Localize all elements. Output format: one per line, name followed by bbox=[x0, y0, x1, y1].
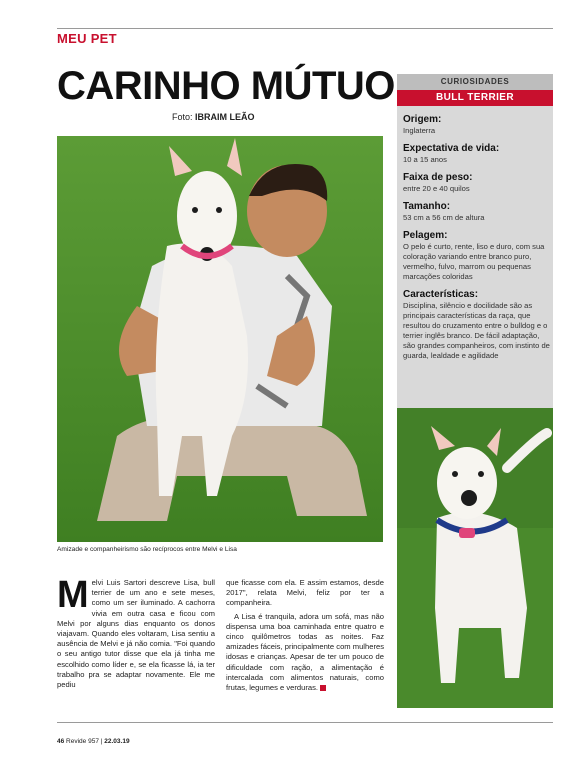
curiosities-sidebar bbox=[397, 74, 553, 408]
issue-date: 22.03.19 bbox=[104, 738, 130, 745]
page-number: 46 bbox=[57, 738, 65, 745]
fact-size bbox=[403, 201, 551, 223]
page-title: CARINHO MÚTUO bbox=[57, 64, 395, 108]
bottom-divider bbox=[57, 722, 553, 723]
fact-value: 10 a 15 anos bbox=[403, 155, 447, 164]
article-body bbox=[57, 574, 553, 718]
magazine-name: Revide 957 bbox=[66, 738, 99, 745]
fact-label: Tamanho: bbox=[403, 201, 451, 212]
main-photo-illustration bbox=[57, 136, 383, 542]
photo-credit bbox=[172, 112, 255, 122]
fact-value: entre 20 e 40 quilos bbox=[403, 184, 470, 193]
fact-label: Faixa de peso: bbox=[403, 172, 473, 183]
article-paragraph-text: A Lisa é tranquila, adora um sofá, mas não dispensa uma boa caminhada entre quatro e cinco quilômetros todas as noites. Faz amizades fáceis, principalmente com mulheres idosas e crianças. Apesar de ter um pouco de dificuldade com ração, a alimentação é intercalada com alimentos naturais, como frutas, legumes e verduras. bbox=[226, 611, 384, 693]
fact-origin bbox=[403, 114, 551, 136]
end-of-article-icon bbox=[320, 685, 326, 691]
fact-label: Expectativa de vida: bbox=[403, 143, 500, 154]
photo-caption: Amizade e companheirismo são recíprocos entre Melvi e Lisa bbox=[57, 546, 237, 553]
fact-coat bbox=[403, 230, 551, 282]
fact-value: 53 cm a 56 cm de altura bbox=[403, 213, 485, 222]
page-footer bbox=[57, 738, 130, 745]
article-paragraph: elvi Luis Sartori descreve Lisa, bull terrier de um ano e sete meses, como um ser iluminado. A cachorra vivia em outra casa e ficou com Melvi por alguns dias enquanto os donos viajavam. Quando eles voltaram, Lisa sentiu a ausência de Melvi e já não comia. "Foi quando o seu antigo tutor disse que ela já tinha me escolhido como líder e, se ela ficasse lá, ia ter trabalho pra se adaptar novamente. Ele me pediu bbox=[57, 578, 215, 690]
article-paragraph: que ficasse com ela. E assim estamos, desde 2017", relata Melvi, feliz por ter a companheira. bbox=[226, 578, 384, 608]
fact-value: Inglaterra bbox=[403, 126, 436, 135]
drop-cap: M bbox=[57, 574, 89, 616]
section-label: MEU PET bbox=[57, 31, 117, 46]
fact-weight-range bbox=[403, 172, 551, 194]
sidebar-title: BULL TERRIER bbox=[397, 90, 553, 106]
fact-value: Disciplina, silêncio e docilidade são as principais características da raça, que resultou do cruzamento entre o bulldog e o terrier inglês branco. De fácil adaptação, são grandes companheiros, com instinto de guarda, lealdade e agilidade bbox=[403, 301, 550, 360]
article-column-2 bbox=[226, 578, 384, 696]
footer-separator: | bbox=[100, 738, 103, 745]
facts-list bbox=[403, 114, 551, 368]
fact-value: O pelo é curto, rente, liso e duro, com sua coloração variando entre branco puro, vermelho, fulvo, marrom ou pequenas marcações coloridas bbox=[403, 242, 545, 281]
fact-life-expectancy bbox=[403, 143, 551, 165]
fact-label: Características: bbox=[403, 289, 479, 300]
fact-characteristics bbox=[403, 289, 551, 361]
article-column-1 bbox=[57, 574, 215, 690]
article-paragraph-final bbox=[226, 612, 384, 694]
fact-label: Origem: bbox=[403, 114, 442, 125]
sidebar-header: CURIOSIDADES bbox=[397, 74, 553, 90]
photo-credit-prefix: Foto: bbox=[172, 112, 193, 122]
photo-credit-name: IBRAIM LEÃO bbox=[195, 112, 255, 122]
top-divider bbox=[57, 28, 553, 29]
fact-label: Pelagem: bbox=[403, 230, 448, 241]
main-photo-man-with-bull-terrier bbox=[57, 136, 383, 542]
